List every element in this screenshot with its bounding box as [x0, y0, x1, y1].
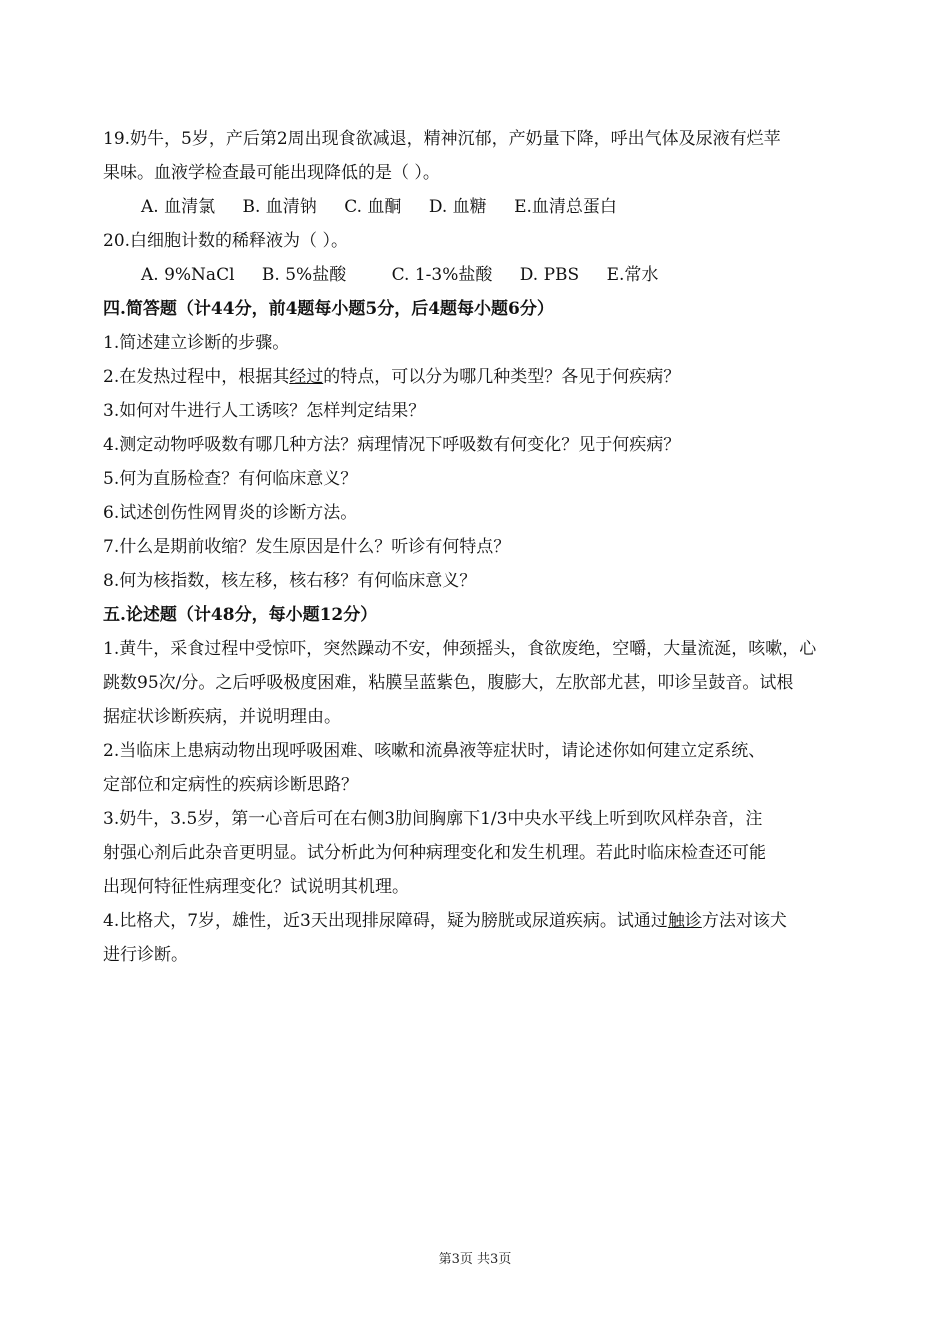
option-b: B. 5%盐酸: [261, 265, 347, 285]
option-a: A. 9%NaCl: [141, 265, 235, 285]
option-c: C. 血酮: [344, 197, 402, 217]
essay-1-line-2: 跳数95次/分。之后呼吸极度困难，粘膜呈蓝紫色，腹膨大，左肷部尤甚，叩诊呈鼓音。试根: [103, 673, 794, 693]
short-answer-6: 6.试述创伤性网胃炎的诊断方法。: [103, 503, 358, 523]
short-answer-2-post: 的特点，可以分为哪几种类型？各见于何疾病？: [323, 367, 681, 387]
essay-3-line-2: 射强心剂后此杂音更明显。试分析此为何种病理变化和发生机理。若此时临床检查还可能: [103, 843, 766, 863]
short-answer-3: 3.如何对牛进行人工诱咳？怎样判定结果？: [103, 401, 426, 421]
essay-4-line-1: [103, 904, 863, 938]
essay-1-line-3: 据症状诊断疾病，并说明理由。: [103, 707, 341, 727]
section-4-heading: 四.简答题（计44分，前4题每小题5分，后4题每小题6分）: [103, 299, 554, 319]
essay-4-pre: 4.比格犬，7岁，雄性，近3天出现排尿障碍，疑为膀胱或尿道疾病。试通过: [103, 911, 668, 931]
essay-2-line-1: 2.当临床上患病动物出现呼吸困难、咳嗽和流鼻液等症状时，请论述你如何建立定系统、: [103, 741, 766, 761]
short-answer-7: 7.什么是期前收缩？发生原因是什么？听诊有何特点？: [103, 537, 511, 557]
essay-3-line-1: 3.奶牛，3.5岁，第一心音后可在右侧3肋间胸廓下1/3中央水平线上听到吹风样杂音，注: [103, 809, 763, 829]
question-20-line-1: 20.白细胞计数的稀释液为（ ）。: [103, 231, 348, 251]
exam-page: [103, 122, 863, 972]
short-answer-1: 1.简述建立诊断的步骤。: [103, 333, 290, 353]
short-answer-8: 8.何为核指数，核左移，核右移？有何临床意义？: [103, 571, 477, 591]
question-19-line-1: 19.奶牛，5岁，产后第2周出现食欲减退，精神沉郁，产奶量下降，呼出气体及尿液有烂苹: [103, 129, 781, 149]
essay-4-underlined: 触诊: [667, 911, 702, 931]
essay-4-line-2: 进行诊断。: [103, 945, 188, 965]
option-a: A. 血清氯: [141, 197, 216, 217]
short-answer-2: [103, 360, 863, 394]
option-e: E.血清总蛋白: [514, 197, 617, 217]
page-footer: 第3页 共3页: [438, 1252, 512, 1267]
option-d: D. 血糖: [428, 197, 487, 217]
option-c: C. 1-3%盐酸: [391, 265, 493, 285]
essay-3-line-3: 出现何特征性病理变化？试说明其机理。: [103, 877, 409, 897]
question-20-options: [103, 258, 863, 292]
short-answer-5: 5.何为直肠检查？有何临床意义？: [103, 469, 358, 489]
option-b: B. 血清钠: [242, 197, 317, 217]
option-d: D. PBS: [519, 265, 580, 285]
short-answer-4: 4.测定动物呼吸数有哪几种方法？病理情况下呼吸数有何变化？见于何疾病？: [103, 435, 681, 455]
question-19-options: [103, 190, 863, 224]
essay-1-line-1: 1.黄牛，采食过程中受惊吓，突然躁动不安，伸颈摇头，食欲废绝，空嚼，大量流涎，咳嗽，心: [103, 639, 817, 659]
essay-2-line-2: 定部位和定病性的疾病诊断思路？: [103, 775, 358, 795]
option-e: E.常水: [606, 265, 659, 285]
essay-4-post: 方法对该犬: [701, 911, 787, 931]
short-answer-2-underlined: 经过: [289, 367, 324, 387]
section-5-heading: 五.论述题（计48分，每小题12分）: [103, 605, 378, 625]
question-19-line-2: 果味。血液学检查最可能出现降低的是（ ）。: [103, 163, 440, 183]
short-answer-2-pre: 2.在发热过程中，根据其: [103, 367, 290, 387]
